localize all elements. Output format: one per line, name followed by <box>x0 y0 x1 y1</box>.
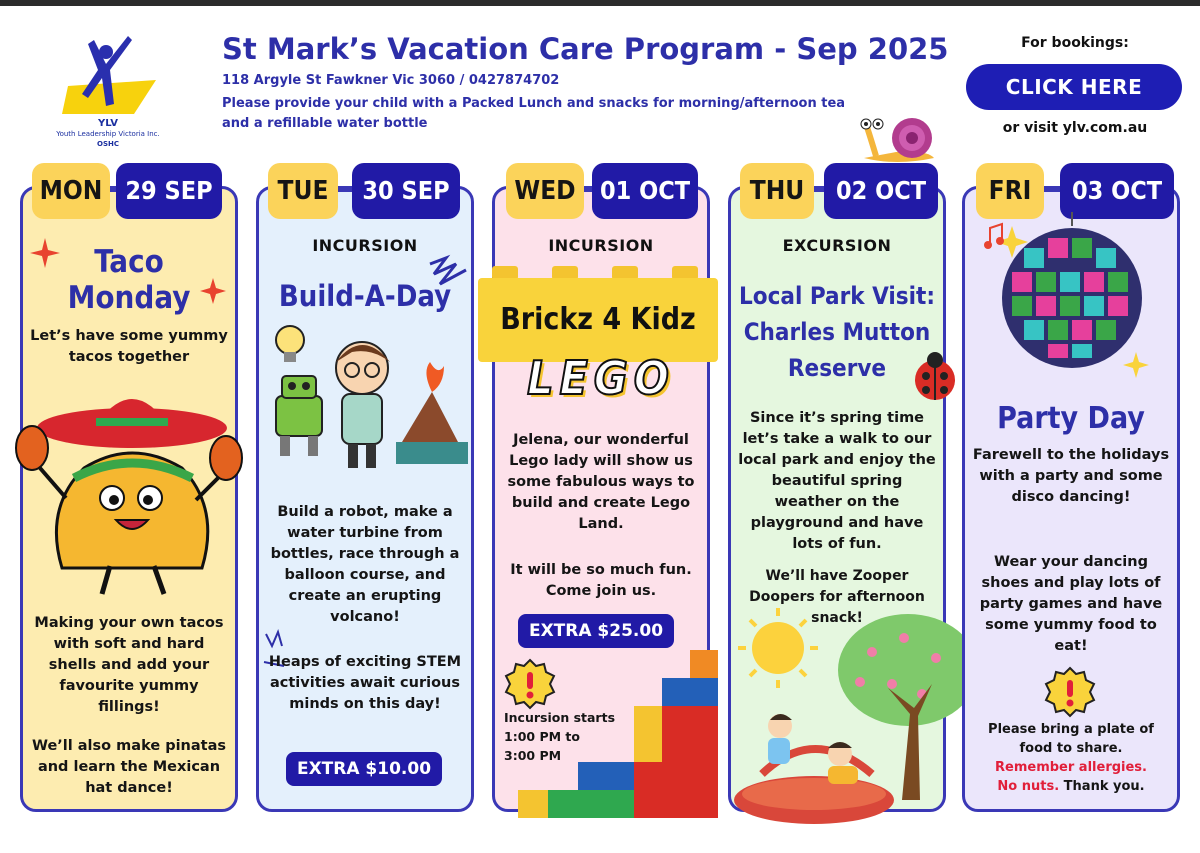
disco-ball-icon <box>982 212 1162 382</box>
wednesday-extra-cost: EXTRA $25.00 <box>518 614 674 648</box>
snail-icon <box>856 114 936 166</box>
allergy-warning: Remember allergies. <box>995 760 1147 775</box>
park-playground-icon <box>722 604 952 830</box>
friday-date-badge: 03 OCT <box>1060 163 1174 219</box>
thursday-day-badge: THU <box>740 163 814 219</box>
friday-note-text: Please bring a plate of food to share. <box>988 722 1154 756</box>
tuesday-extra-cost: EXTRA $10.00 <box>286 752 442 786</box>
friday-activity-title: Party Day <box>997 401 1145 436</box>
monday-intro: Let’s have some yummy tacos together <box>30 328 228 365</box>
thursday-activity-title <box>732 278 942 386</box>
tuesday-body-2: Heaps of exciting STEM activities await curious minds on this day! <box>268 654 462 712</box>
address-line: 118 Argyle St Fawkner Vic 3060 / 0427874702 <box>222 73 560 88</box>
ladybug-icon <box>912 350 958 402</box>
monday-day-badge: MON <box>32 163 110 219</box>
thursday-body-2: We’ll have Zooper Doopers for afternoon snack! <box>749 568 925 626</box>
monday-activity-title <box>40 244 218 316</box>
wednesday-body-2: It will be so much fun. Come join us. <box>510 562 692 599</box>
friday-day-badge: FRI <box>976 163 1044 219</box>
thursday-date-badge: 02 OCT <box>824 163 938 219</box>
monday-body-1: Making your own tacos with soft and hard shells and add your favourite yummy fillings! <box>34 615 224 715</box>
tuesday-type: INCURSION <box>312 236 418 255</box>
friday-body-2: Wear your dancing shoes and play lots of party games and have some yummy food to eat! <box>979 554 1163 654</box>
no-nuts-warning: No nuts. <box>997 779 1060 794</box>
logo-name: Youth Leadership Victoria Inc. <box>56 130 160 138</box>
click-here-button[interactable]: CLICK HERE <box>966 64 1182 110</box>
alert-icon <box>1046 668 1094 716</box>
tuesday-activity-title: Build-A-Day <box>278 279 452 313</box>
ylv-figure-icon <box>48 34 168 118</box>
page-title: St Mark’s Vacation Care Program - Sep 2025 <box>222 32 949 66</box>
monday-body-2: We’ll also make pinatas and learn the Mexican hat dance! <box>31 738 227 796</box>
lego-stack-icon <box>518 648 718 820</box>
lunch-notice: Please provide your child with a Packed Lunch and snacks for morning/afternoon tea and a refillable water bottle <box>222 96 846 131</box>
friday-body-1: Farewell to the holidays with a party and some disco dancing! <box>972 447 1170 505</box>
top-border <box>0 0 1200 6</box>
ylv-logo <box>48 34 168 152</box>
wednesday-time-line1: Incursion starts <box>504 710 616 725</box>
wednesday-body-1: Jelena, our wonderful Lego lady will show us some fabulous ways to build and create Lego Land. <box>507 432 695 532</box>
monday-activity-line2: Monday <box>67 280 191 316</box>
stem-kids-robot-volcano-icon <box>262 322 472 472</box>
friday-note <box>972 720 1170 796</box>
sparkle-icon <box>30 238 60 268</box>
logo-program: OSHC <box>97 140 119 148</box>
tuesday-date-badge: 30 SEP <box>352 163 460 219</box>
wednesday-activity-title: Brickz 4 Kidz <box>500 302 696 337</box>
thursday-activity-line1: Local Park Visit: <box>738 282 936 310</box>
music-note-icon <box>984 224 1004 250</box>
monday-activity-line1: Taco <box>94 244 164 280</box>
logo-abbr: YLV <box>98 118 118 129</box>
wednesday-time-line3: 3:00 PM <box>504 748 562 763</box>
thursday-activity-line3: Reserve <box>787 354 887 382</box>
wednesday-type: INCURSION <box>548 236 654 255</box>
thursday-type: EXCURSION <box>782 236 892 255</box>
tuesday-body-1: Build a robot, make a water turbine from bottles, race through a balloon course, and create an erupting volcano! <box>270 504 460 625</box>
website-text: or visit ylv.com.au <box>1002 120 1148 136</box>
wednesday-time-line2: 1:00 PM to <box>504 729 580 744</box>
wednesday-lego-logo: LEGO <box>527 351 675 405</box>
scribble-icon <box>426 254 470 302</box>
thursday-activity-line2: Charles Mutton <box>743 318 931 346</box>
wednesday-date-badge: 01 OCT <box>592 163 698 219</box>
booking-label: For bookings: <box>1021 35 1129 51</box>
friday-note-thanks: Thank you. <box>1063 779 1145 794</box>
taco-character-icon <box>14 388 244 598</box>
tuesday-day-badge: TUE <box>268 163 338 219</box>
thursday-body-1: Since it’s spring time let’s take a walk to our local park and enjoy the beautiful spring weather on the playground and have lots of fun. <box>738 410 936 552</box>
sparkle-icon <box>200 278 226 304</box>
monday-date-badge: 29 SEP <box>116 163 222 219</box>
wednesday-day-badge: WED <box>506 163 584 219</box>
